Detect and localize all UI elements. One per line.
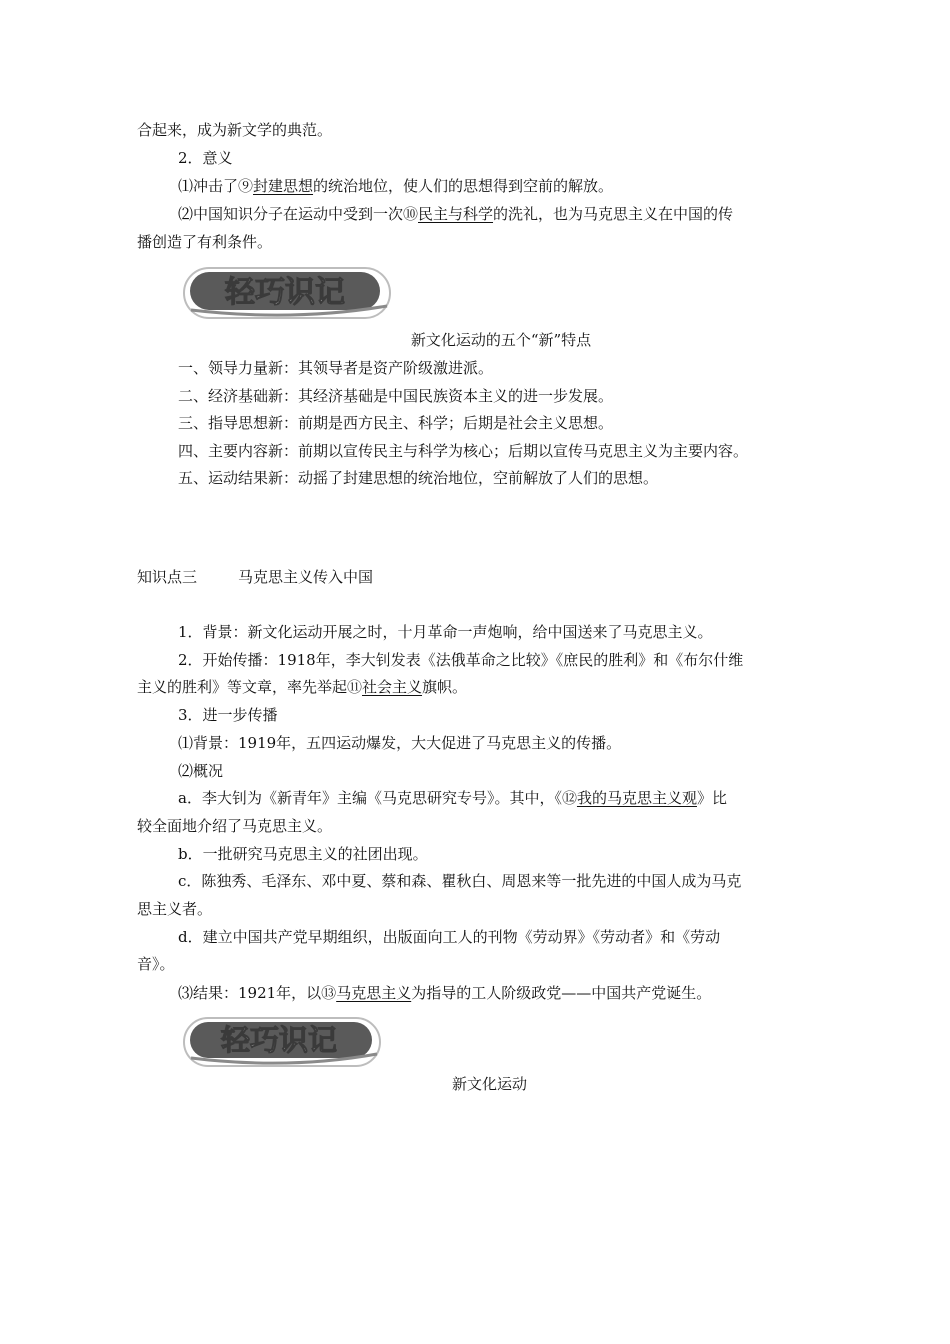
subheading: ⑵概况 bbox=[178, 762, 224, 780]
paragraph-line: 音》。 bbox=[137, 955, 175, 973]
list-item: 一、领导力量新：其领导者是资产阶级激进派。 bbox=[178, 359, 494, 377]
list-item: 三、指导思想新：前期是西方民主、科学；后期是社会主义思想。 bbox=[178, 414, 614, 432]
list-item: 二、经济基础新：其经济基础是中国民族资本主义的进一步发展。 bbox=[178, 387, 614, 405]
list-item: 四、主要内容新：前期以宣传民主与科学为核心；后期以宣传马克思主义为主要内容。 bbox=[178, 442, 749, 460]
section-label: 知识点三 bbox=[137, 568, 198, 586]
paragraph-line: 播创造了有利条件。 bbox=[137, 233, 273, 251]
text: 的统治地位，使人们的思想得到空前的解放。 bbox=[313, 177, 614, 195]
paragraph-line: b．一批研究马克思主义的社团出现。 bbox=[178, 845, 428, 863]
paragraph-line bbox=[178, 983, 711, 1003]
paragraph-line: 思主义者。 bbox=[137, 900, 213, 918]
answer-blank: 我的马克思主义观 bbox=[576, 789, 697, 807]
text: ⑶结果：1921年，以⑬ bbox=[178, 984, 337, 1002]
paragraph-line: c．陈独秀、毛泽东、邓中夏、蔡和森、瞿秋白、周恩来等一批先进的中国人成为马克 bbox=[178, 872, 742, 890]
text: 主义的胜利》等文章，率先举起⑪ bbox=[137, 678, 363, 696]
paragraph-line: 合起来，成为新文学的典范。 bbox=[137, 121, 333, 139]
text: 》比 bbox=[696, 789, 727, 807]
paragraph-line: 1．背景：新文化运动开展之时，十月革命一声炮响，给中国送来了马克思主义。 bbox=[178, 623, 713, 641]
text: a．李大钊为《新青年》主编《马克思研究专号》。其中，《⑫ bbox=[178, 789, 577, 807]
text: ⑵中国知识分子在运动中受到一次⑩ bbox=[178, 205, 419, 223]
answer-blank: 社会主义 bbox=[362, 678, 423, 696]
paragraph-line: d．建立中国共产党早期组织，出版面向工人的刊物《劳动界》《劳动者》和《劳动 bbox=[178, 928, 721, 946]
badge-graphic bbox=[183, 266, 393, 320]
paragraph-line bbox=[178, 204, 733, 224]
badge-graphic bbox=[183, 1016, 383, 1068]
subheading: 3．进一步传播 bbox=[178, 706, 278, 724]
text: 的洗礼，也为马克思主义在中国的传 bbox=[493, 205, 734, 223]
section-title: 马克思主义传入中国 bbox=[238, 568, 374, 586]
paragraph-line bbox=[178, 176, 613, 196]
list-item: 五、运动结果新：动摇了封建思想的统治地位，空前解放了人们的思想。 bbox=[178, 469, 659, 487]
answer-blank: 封建思想 bbox=[253, 177, 314, 195]
answer-blank: 民主与科学 bbox=[418, 205, 494, 223]
paragraph-line bbox=[178, 788, 727, 808]
memory-badge bbox=[183, 266, 393, 318]
subheading: 2．意义 bbox=[178, 149, 233, 167]
paragraph-line: ⑴背景：1919年，五四运动爆发，大大促进了马克思主义的传播。 bbox=[178, 734, 622, 752]
paragraph-line: 较全面地介绍了马克思主义。 bbox=[137, 817, 333, 835]
text: 为指导的工人阶级政党——中国共产党诞生。 bbox=[411, 984, 712, 1002]
tips-title: 新文化运动 bbox=[452, 1075, 528, 1093]
badge-text: 轻巧识记 bbox=[220, 1023, 338, 1057]
badge-text: 轻巧识记 bbox=[225, 275, 345, 310]
memory-badge bbox=[183, 1016, 383, 1068]
text: 旗帜。 bbox=[422, 678, 468, 696]
answer-blank: 马克思主义 bbox=[336, 984, 412, 1002]
paragraph-line: 2．开始传播：1918年，李大钊发表《法俄革命之比较》《庶民的胜利》和《布尔什维 bbox=[178, 651, 744, 669]
paragraph-line bbox=[137, 677, 467, 697]
text: ⑴冲击了⑨ bbox=[178, 177, 254, 195]
tips-title: 新文化运动的五个“新”特点 bbox=[410, 331, 592, 349]
